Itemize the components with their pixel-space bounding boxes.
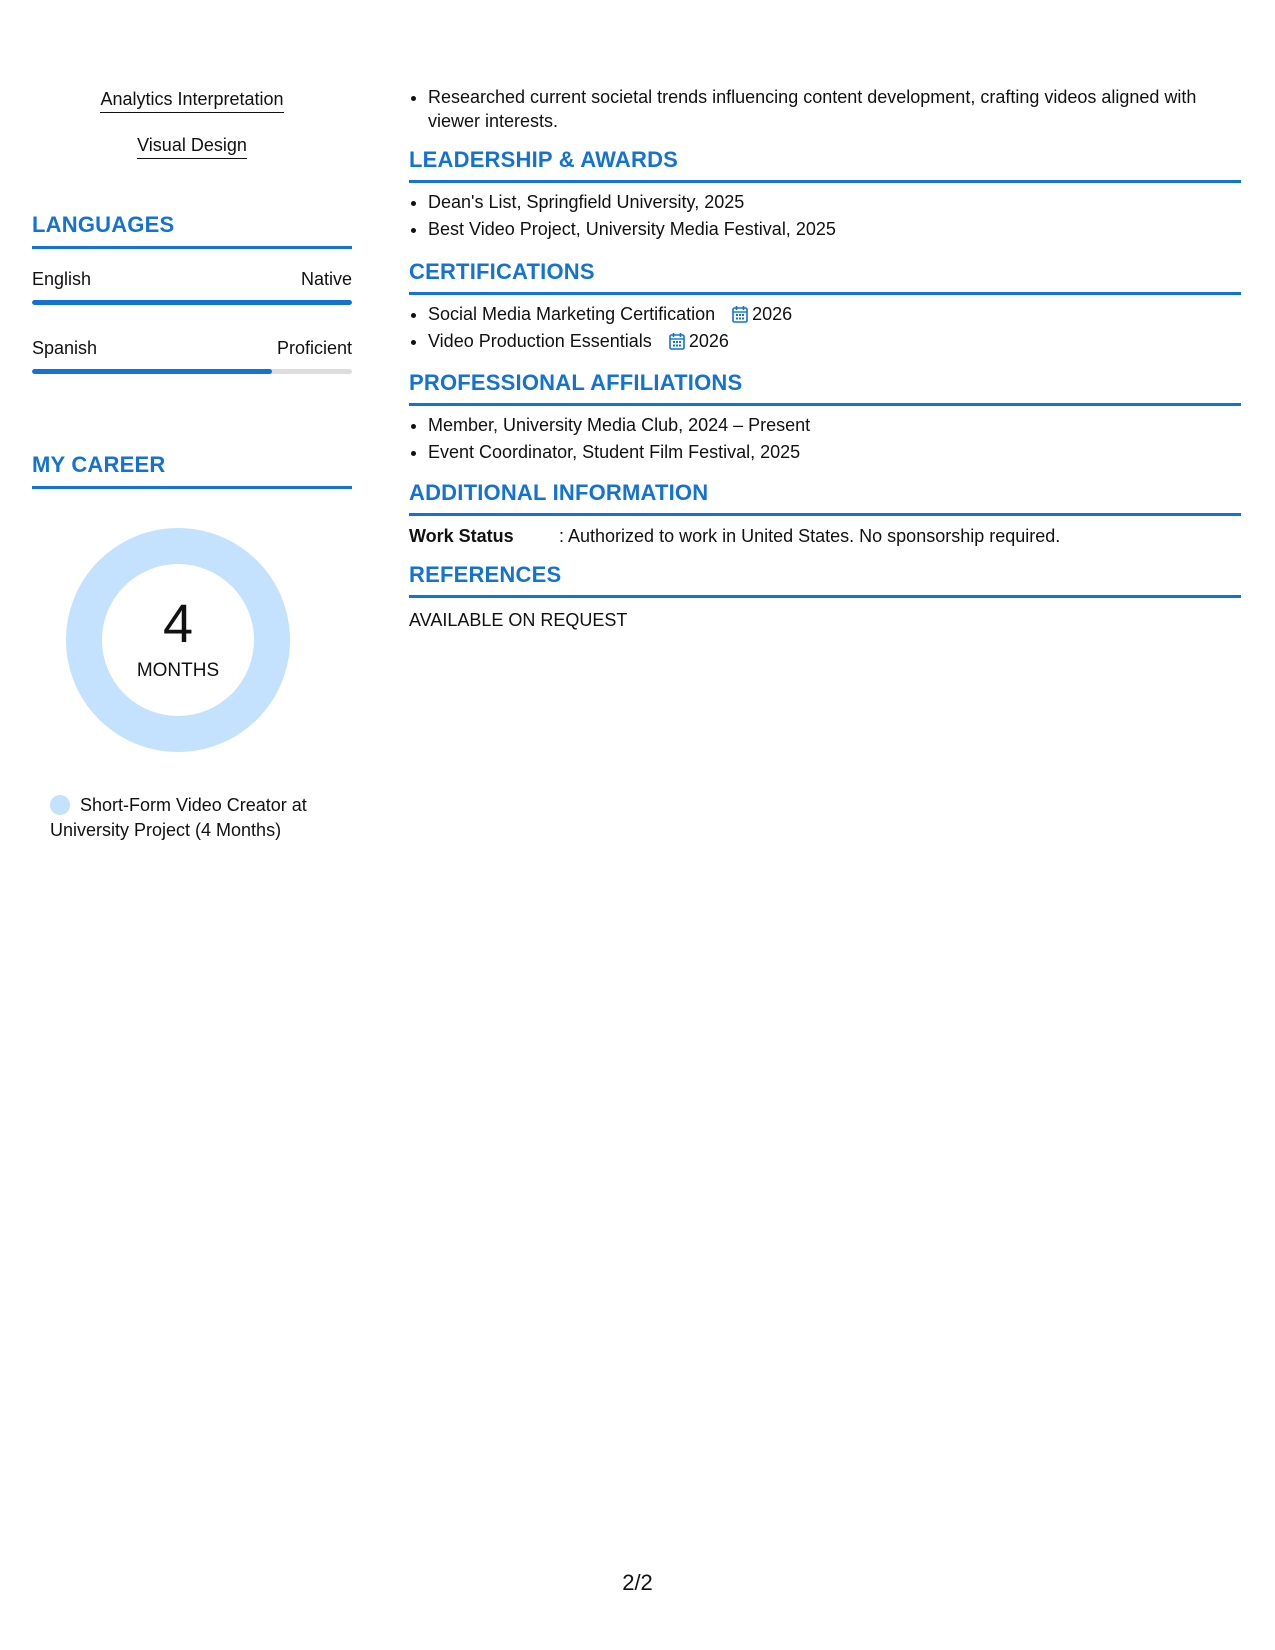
experience-continuation <box>409 79 1241 133</box>
language-proficiency-fill <box>32 369 272 374</box>
list-item: • Best Video Project, University Media Festival, 2025 <box>428 216 1241 243</box>
work-status-row <box>409 524 1241 548</box>
career-heading: MY CAREER <box>32 452 166 477</box>
info-label: Work Status <box>409 526 514 546</box>
calendar-icon <box>732 305 748 323</box>
references-heading: REFERENCES <box>409 562 562 587</box>
certifications-heading: CERTIFICATIONS <box>409 259 595 284</box>
affiliations-list <box>409 412 1241 466</box>
affiliations-heading: PROFESSIONAL AFFILIATIONS <box>409 370 743 395</box>
language-row-english <box>32 268 352 305</box>
section-divider <box>409 403 1241 406</box>
certification-year: 2026 <box>752 304 793 324</box>
section-divider <box>409 513 1241 516</box>
language-row-spanish <box>32 337 352 374</box>
skill-label: Visual Design <box>137 134 247 159</box>
list-item: • Member, University Media Club, 2024 – Present <box>428 412 1241 439</box>
info-value: : Authorized to work in United States. No sponsorship required. <box>559 526 1061 546</box>
leadership-section <box>409 147 1241 243</box>
certifications-section <box>409 259 1241 355</box>
language-proficiency-bar <box>32 300 352 305</box>
career-legend <box>50 793 350 843</box>
language-proficiency-bar <box>32 369 352 374</box>
leadership-heading: LEADERSHIP & AWARDS <box>409 147 679 172</box>
language-level: Proficient <box>276 338 352 358</box>
additional-heading: ADDITIONAL INFORMATION <box>409 480 709 505</box>
section-divider <box>32 486 352 489</box>
page-number: 2/2 <box>622 1570 653 1595</box>
section-divider <box>409 595 1241 598</box>
section-divider <box>32 246 352 249</box>
skill-label: Analytics Interpretation <box>100 88 283 113</box>
certification-item <box>428 328 1241 355</box>
certification-name: Social Media Marketing Certification <box>428 304 716 324</box>
section-divider <box>409 180 1241 183</box>
legend-label: Short-Form Video Creator at University Project (4 Months) <box>50 795 307 840</box>
language-level: Native <box>300 269 352 289</box>
languages-heading: LANGUAGES <box>32 212 175 237</box>
languages-section-header <box>32 212 352 249</box>
calendar-icon <box>669 332 685 350</box>
career-total-number: 4 <box>162 594 194 654</box>
affiliations-section <box>409 370 1241 466</box>
career-section-header <box>32 452 352 489</box>
legend-dot <box>50 795 70 815</box>
skill-item <box>32 134 352 159</box>
references-section <box>409 562 1241 632</box>
additional-information-section <box>409 480 1241 548</box>
language-name: Spanish <box>32 338 98 358</box>
skill-item <box>32 88 352 113</box>
certification-year: 2026 <box>688 331 729 351</box>
career-donut-chart <box>66 528 290 752</box>
certification-name: Video Production Essentials <box>428 331 652 351</box>
career-total-unit: MONTHS <box>136 660 220 681</box>
section-divider <box>409 292 1241 295</box>
certifications-list <box>409 301 1241 355</box>
list-item: • Dean's List, Springfield University, 2025 <box>428 189 1241 216</box>
experience-bullet-list <box>409 85 1241 133</box>
leadership-list <box>409 189 1241 243</box>
language-proficiency-fill <box>32 300 352 305</box>
language-name: English <box>32 269 92 289</box>
list-item: • Event Coordinator, Student Film Festival, 2025 <box>428 439 1241 466</box>
certification-item <box>428 301 1241 328</box>
references-text: AVAILABLE ON REQUEST <box>409 610 628 630</box>
experience-bullet: • Researched current societal trends influencing content development, crafting videos aligned with viewer interests. <box>428 85 1241 133</box>
